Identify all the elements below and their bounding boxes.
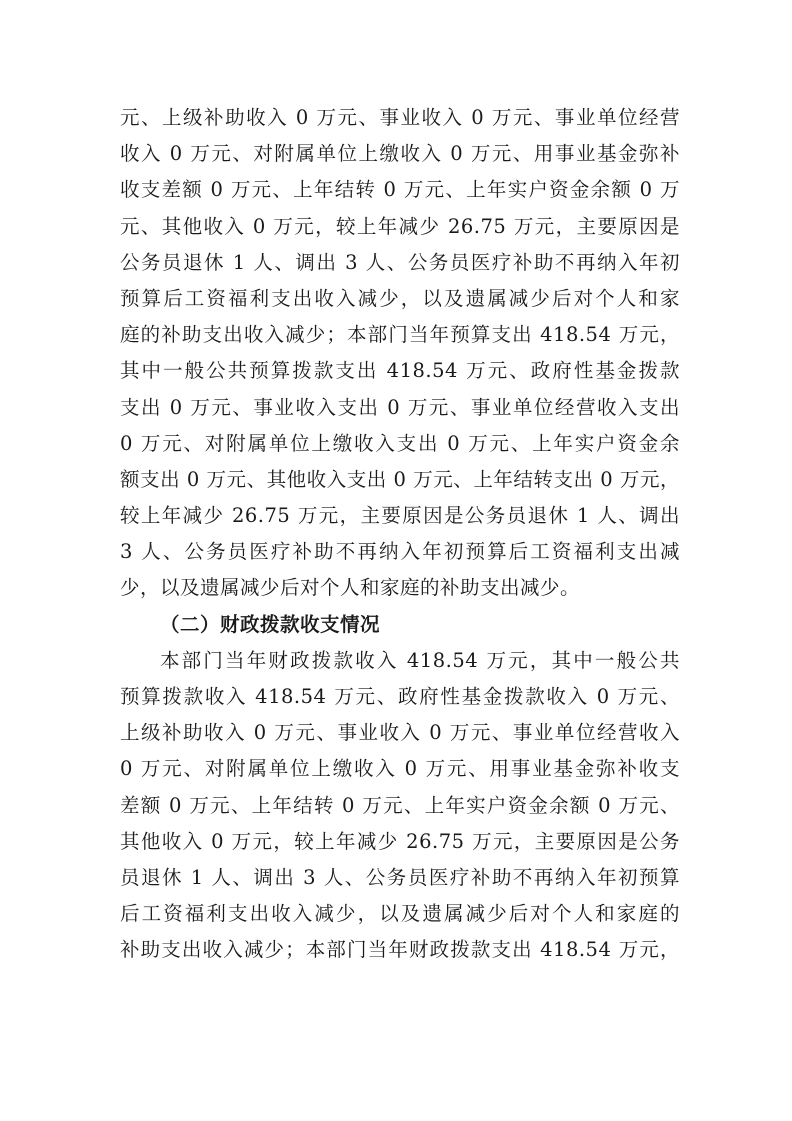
text-line: 额支出 0 万元、其他收入支出 0 万元、上年结转支出 0 万元， [120, 467, 680, 491]
text-line: 公务员退休 1 人、调出 3 人、公务员医疗补助不再纳入年初 [120, 250, 680, 274]
text-line: 支出 0 万元、事业收入支出 0 万元、事业单位经营收入支出 [120, 395, 680, 419]
text-line: 后工资福利支出收入减少，以及遗属减少后对个人和家庭的 [120, 902, 680, 926]
text-line: 较上年减少 26.75 万元，主要原因是公务员退休 1 人、调出 [120, 504, 680, 528]
text-line: 其他收入 0 万元，较上年减少 26.75 万元，主要原因是公务 [120, 829, 680, 853]
text-line: 少，以及遗属减少后对个人和家庭的补助支出减少。 [120, 576, 581, 600]
text-line: 预算拨款收入 418.54 万元、政府性基金拨款收入 0 万元、 [120, 685, 680, 708]
text-line: 预算后工资福利支出收入减少，以及遗属减少后对个人和家 [120, 286, 680, 310]
text-line: 0 万元、对附属单位上缴收入 0 万元、用事业基金弥补收支 [120, 757, 680, 781]
text-line: 3 人、公务员医疗补助不再纳入年初预算后工资福利支出减 [120, 540, 680, 564]
text-line: 差额 0 万元、上年结转 0 万元、上年实户资金余额 0 万元、 [120, 793, 680, 817]
text-line: 收支差额 0 万元、上年结转 0 万元、上年实户资金余额 0 万 [120, 178, 680, 202]
text-line: 本部门当年财政拨款收入 418.54 万元，其中一般公共 [160, 648, 680, 672]
text-line: 收入 0 万元、对附属单位上缴收入 0 万元、用事业基金弥补 [120, 142, 680, 166]
body-text [120, 100, 680, 969]
section-heading: （二）财政拨款收支情况 [160, 612, 381, 636]
text-line: 补助支出收入减少；本部门当年财政拨款支出 418.54 万元， [120, 938, 680, 962]
text-line: 员退休 1 人、调出 3 人、公务员医疗补助不再纳入年初预算 [120, 865, 680, 889]
text-line: 庭的补助支出收入减少；本部门当年预算支出 418.54 万元， [120, 323, 680, 347]
text-line: 元、其他收入 0 万元，较上年减少 26.75 万元，主要原因是 [120, 214, 680, 238]
text-line: 上级补助收入 0 万元、事业收入 0 万元、事业单位经营收入 [120, 721, 680, 745]
text-line: 元、上级补助收入 0 万元、事业收入 0 万元、事业单位经营 [120, 106, 680, 129]
text-line: 其中一般公共预算拨款支出 418.54 万元、政府性基金拨款 [120, 359, 680, 383]
text-line: 0 万元、对附属单位上缴收入支出 0 万元、上年实户资金余 [120, 431, 680, 455]
